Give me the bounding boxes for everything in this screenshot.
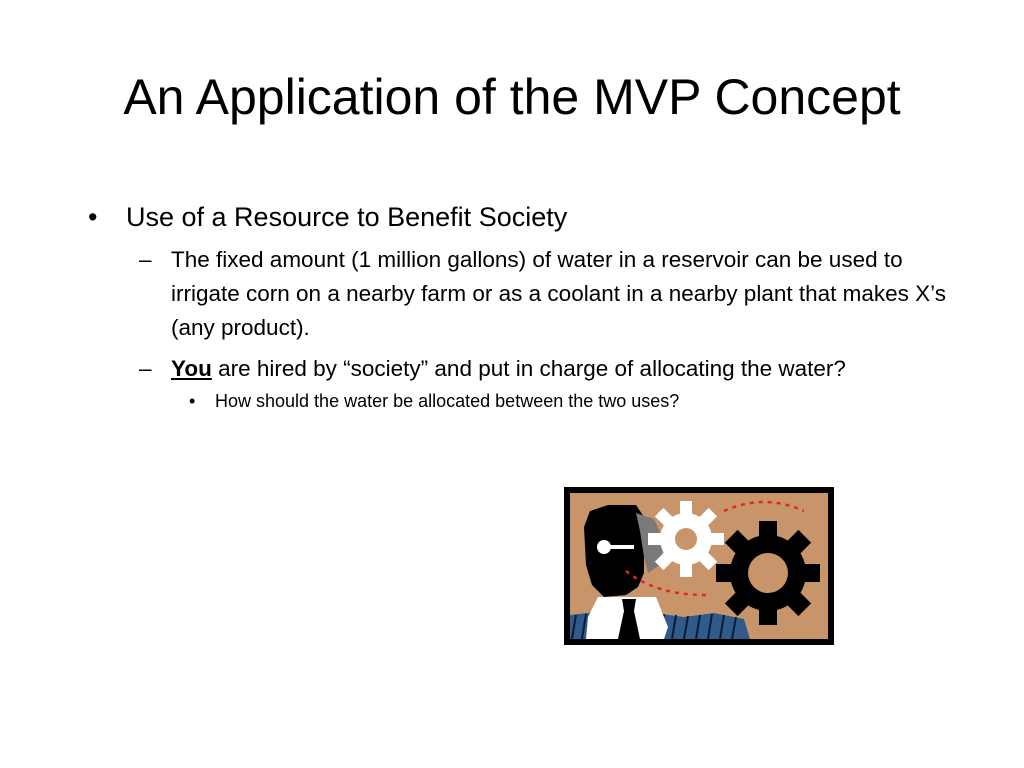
black-gear bbox=[716, 521, 820, 625]
slide-body bbox=[88, 199, 948, 414]
sub-sub-bullet-allocation-question bbox=[189, 388, 948, 414]
white-gear bbox=[648, 501, 724, 577]
slide-title: An Application of the MVP Concept bbox=[123, 69, 901, 125]
man-head bbox=[584, 505, 644, 597]
bullet-level1 bbox=[88, 199, 948, 235]
sub-bullet-fixed-amount-text: The fixed amount (1 million gallons) of water in a reservoir can be used to irrigate corn on a nearby farm or as a coolant in a nearby plant that makes X’s (any product). bbox=[171, 247, 946, 340]
emphasis-you: You bbox=[171, 356, 212, 381]
bullet-marker: • bbox=[189, 391, 196, 411]
bullet-marker: • bbox=[88, 202, 98, 232]
businessman-gears-icon bbox=[564, 487, 834, 645]
bullet-level1-text: Use of a Resource to Benefit Society bbox=[126, 202, 568, 232]
sub-bullet-fixed-amount bbox=[139, 243, 948, 345]
sub-bullet-you-are-hired-text: are hired by “society” and put in charge of allocating the water? bbox=[211, 356, 846, 381]
sub-sub-bullet-text: How should the water be allocated between the two uses? bbox=[215, 391, 680, 411]
dash-marker: – bbox=[139, 356, 152, 381]
dash-marker: – bbox=[139, 247, 152, 272]
sub-bullet-you-are-hired bbox=[139, 352, 948, 386]
